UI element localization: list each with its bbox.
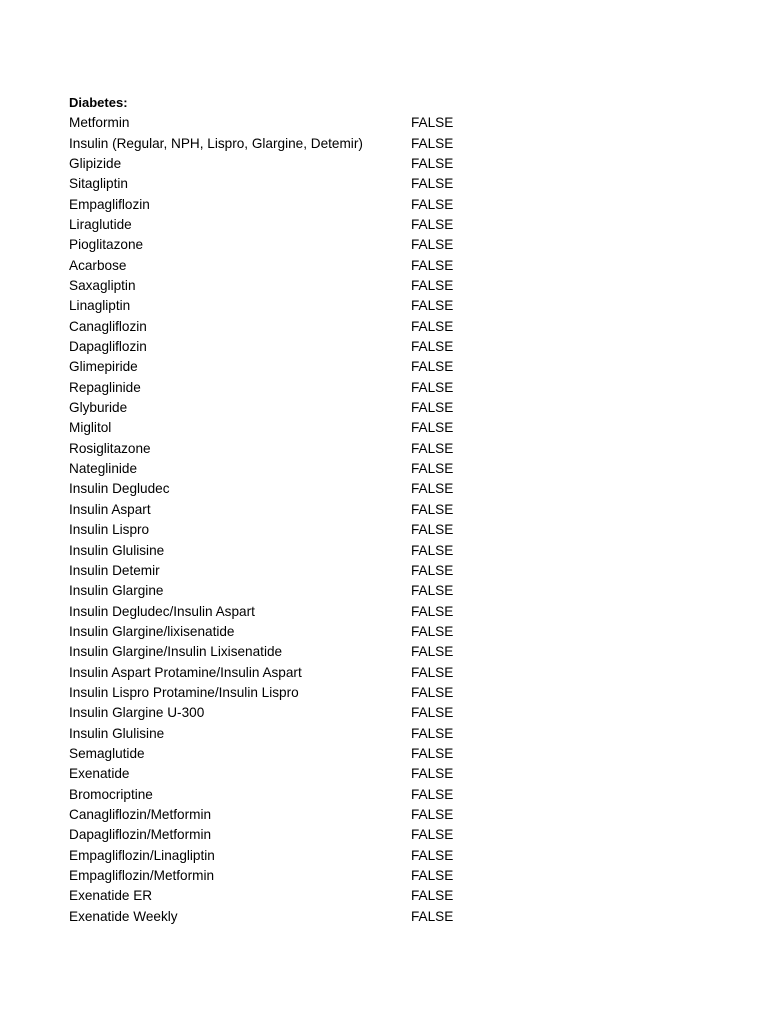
medication-row	[69, 195, 529, 215]
medication-value: FALSE	[411, 766, 454, 782]
medication-name: Nateglinide	[69, 461, 138, 477]
medication-name: Exenatide Weekly	[69, 908, 178, 924]
medication-row	[69, 317, 529, 337]
medication-row	[69, 479, 529, 499]
medication-name: Metformin	[69, 115, 130, 131]
medication-value: FALSE	[411, 562, 454, 578]
medication-value: FALSE	[411, 501, 454, 517]
medication-name: Acarbose	[69, 257, 127, 273]
medication-row	[69, 154, 529, 174]
medication-row	[69, 256, 529, 276]
medication-name: Insulin Glargine/lixisenatide	[69, 623, 235, 639]
medication-name: Exenatide	[69, 766, 130, 782]
medication-value: FALSE	[411, 237, 454, 253]
medication-value: FALSE	[411, 257, 454, 273]
medication-row	[69, 744, 529, 764]
medication-row	[69, 174, 529, 194]
medication-name: Bromocriptine	[69, 786, 153, 802]
medication-row	[69, 907, 529, 927]
section-title: Diabetes:	[69, 95, 128, 110]
medication-name: Empagliflozin/Metformin	[69, 868, 215, 884]
medication-value: FALSE	[411, 135, 454, 151]
medication-name: Insulin Glargine/Insulin Lixisenatide	[69, 644, 283, 660]
medication-value: FALSE	[411, 339, 454, 355]
medication-row	[69, 785, 529, 805]
medication-name: Canagliflozin/Metformin	[69, 806, 212, 822]
medication-name: Liraglutide	[69, 217, 132, 233]
medication-row	[69, 337, 529, 357]
medication-value: FALSE	[411, 461, 454, 477]
medication-name: Semaglutide	[69, 745, 145, 761]
medication-row	[69, 581, 529, 601]
medication-value: FALSE	[411, 420, 454, 436]
medication-value: FALSE	[411, 644, 454, 660]
medication-name: Empagliflozin	[69, 196, 150, 212]
medication-value: FALSE	[411, 542, 454, 558]
medication-row	[69, 418, 529, 438]
medication-row	[69, 663, 529, 683]
medication-value: FALSE	[411, 196, 454, 212]
medication-row	[69, 866, 529, 886]
medication-name: Insulin Glargine U-300	[69, 705, 205, 721]
medication-row	[69, 602, 529, 622]
medication-row	[69, 541, 529, 561]
medication-row	[69, 459, 529, 479]
medication-value: FALSE	[411, 888, 454, 904]
medication-row	[69, 113, 529, 133]
medication-name: Canagliflozin	[69, 318, 147, 334]
medication-value: FALSE	[411, 623, 454, 639]
medication-row	[69, 378, 529, 398]
medication-value: FALSE	[411, 379, 454, 395]
medication-value: FALSE	[411, 827, 454, 843]
medication-name: Sitagliptin	[69, 176, 128, 192]
medication-name: Insulin Lispro	[69, 522, 150, 538]
medication-row	[69, 215, 529, 235]
medication-row	[69, 520, 529, 540]
medication-value: FALSE	[411, 725, 454, 741]
medication-value: FALSE	[411, 481, 454, 497]
medication-name: Glipizide	[69, 155, 122, 171]
medication-value: FALSE	[411, 318, 454, 334]
medication-row	[69, 825, 529, 845]
medication-row	[69, 846, 529, 866]
medication-value: FALSE	[411, 115, 454, 131]
medication-value: FALSE	[411, 278, 454, 294]
medication-value: FALSE	[411, 847, 454, 863]
medication-value: FALSE	[411, 359, 454, 375]
medication-list	[69, 113, 529, 927]
medication-value: FALSE	[411, 786, 454, 802]
medication-row	[69, 764, 529, 784]
medication-value: FALSE	[411, 908, 454, 924]
medication-name: Exenatide ER	[69, 888, 153, 904]
medication-name: Rosiglitazone	[69, 440, 151, 456]
medication-name: Saxagliptin	[69, 278, 136, 294]
medication-value: FALSE	[411, 664, 454, 680]
medication-name: Insulin Glulisine	[69, 542, 165, 558]
medication-name: Empagliflozin/Linagliptin	[69, 847, 215, 863]
medication-row	[69, 561, 529, 581]
medication-name: Insulin Glulisine	[69, 725, 165, 741]
medication-name: Insulin Detemir	[69, 562, 160, 578]
medication-name: Repaglinide	[69, 379, 141, 395]
medication-value: FALSE	[411, 745, 454, 761]
medication-name: Linagliptin	[69, 298, 131, 314]
medication-row	[69, 724, 529, 744]
medication-name: Glimepiride	[69, 359, 138, 375]
medication-value: FALSE	[411, 603, 454, 619]
medication-name: Pioglitazone	[69, 237, 144, 253]
medication-row	[69, 276, 529, 296]
medication-value: FALSE	[411, 155, 454, 171]
medication-value: FALSE	[411, 806, 454, 822]
medication-row	[69, 703, 529, 723]
medication-row	[69, 642, 529, 662]
medication-sheet	[69, 93, 529, 927]
medication-name: Insulin Lispro Protamine/Insulin Lispro	[69, 684, 299, 700]
medication-value: FALSE	[411, 176, 454, 192]
medication-name: Insulin Aspart	[69, 501, 151, 517]
medication-row	[69, 134, 529, 154]
medication-row	[69, 296, 529, 316]
medication-row	[69, 500, 529, 520]
medication-value: FALSE	[411, 440, 454, 456]
medication-name: Insulin Degludec	[69, 481, 170, 497]
medication-value: FALSE	[411, 522, 454, 538]
medication-name: Glyburide	[69, 400, 128, 416]
medication-row	[69, 805, 529, 825]
medication-name: Insulin Aspart Protamine/Insulin Aspart	[69, 664, 302, 680]
medication-value: FALSE	[411, 583, 454, 599]
medication-name: Insulin Degludec/Insulin Aspart	[69, 603, 255, 619]
medication-row	[69, 398, 529, 418]
medication-row	[69, 439, 529, 459]
medication-value: FALSE	[411, 868, 454, 884]
medication-name: Dapagliflozin	[69, 339, 147, 355]
medication-name: Insulin Glargine	[69, 583, 164, 599]
medication-row	[69, 683, 529, 703]
medication-value: FALSE	[411, 217, 454, 233]
medication-row	[69, 622, 529, 642]
medication-name: Dapagliflozin/Metformin	[69, 827, 212, 843]
medication-value: FALSE	[411, 705, 454, 721]
medication-row	[69, 235, 529, 255]
medication-name: Miglitol	[69, 420, 112, 436]
medication-name: Insulin (Regular, NPH, Lispro, Glargine, Detemir)	[69, 135, 363, 151]
medication-row	[69, 886, 529, 906]
medication-value: FALSE	[411, 684, 454, 700]
medication-value: FALSE	[411, 400, 454, 416]
medication-value: FALSE	[411, 298, 454, 314]
medication-row	[69, 357, 529, 377]
